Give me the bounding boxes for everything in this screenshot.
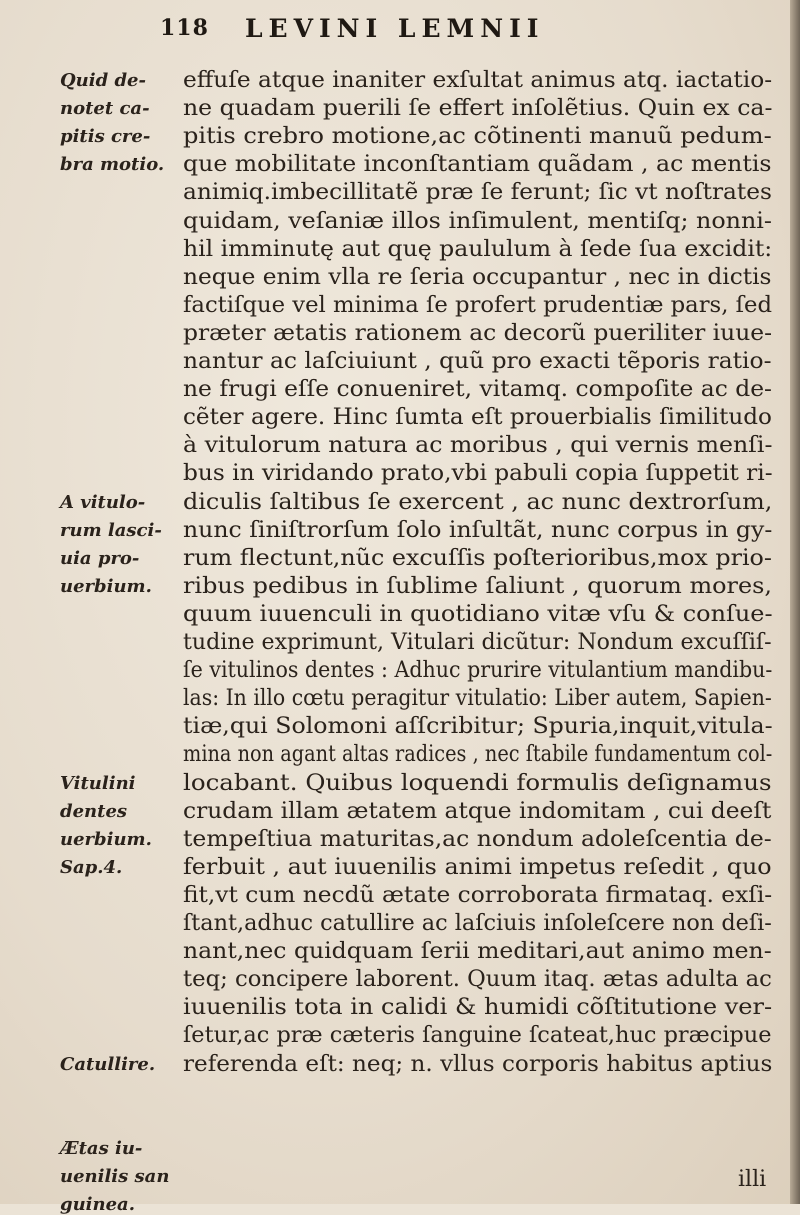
text-line: locabant. Quibus loquendi formulis deſignamus (183, 770, 772, 796)
text-line: fit,vt cum necdũ ætate corroborata firmataq. exſi- (183, 882, 773, 908)
text-line: crudam illam ætatem atque indomitam , cui deeſt (183, 798, 772, 824)
text-line: cẽter agere. Hinc ſumta eſt prouerbialis ſimilitudo (183, 405, 772, 431)
margin-note: notet ca- (60, 98, 150, 120)
margin-note: Catullire. (60, 1053, 156, 1075)
margin-note: uerbium. (60, 575, 152, 597)
margin-note: guinea. (60, 1194, 135, 1215)
margin-note: Quid de- (60, 70, 146, 91)
text-line: rum flectunt,nũc excuſſis poſterioribus,mox prio- (183, 545, 772, 571)
page-edge (790, 0, 800, 1204)
text-line: tiæ,qui Solomoni aſſcribitur; Spuria,inquit,vitula- (183, 714, 773, 740)
text-line: præter ætatis rationem ac decorũ pueriliter iuue- (183, 320, 773, 346)
text-line: tudine exprimunt, Vitulari dicũtur: Nondum excuſſiſ- (183, 630, 772, 655)
text-line: animiq.imbecillitatẽ præ ſe ferunt; ſic vt noſtrates (183, 180, 772, 206)
text-line: nant,nec quidquam ſerii meditari,aut animo men- (183, 939, 772, 965)
margin-note: uenilis san (60, 1165, 170, 1187)
running-header (160, 10, 680, 46)
text-line: las: In illo cœtu peragitur vitulatio: Liber autem, Sapien- (183, 686, 772, 712)
text-line: teq; concipere laborent. Quum itaq. ætas adulta ac (183, 967, 772, 993)
margin-note: Sap.4. (60, 856, 123, 878)
text-line: tempeſtiua maturitas,ac nondum adoleſcentia de- (183, 826, 772, 852)
text-line: ſtant,adhuc catullire ac laſciuis inſoleſcere non deſi- (183, 911, 772, 936)
text-line: quidam, veſaniæ illos inſimulent, mentiſq; nonni- (183, 208, 772, 234)
margin-note: bra motio. (60, 154, 165, 176)
text-line: bus in viridando prato,vbi pabuli copia ſuppetit ri- (183, 461, 773, 487)
text-line: nantur ac laſciuiunt , quũ pro exacti tẽporis ratio- (183, 349, 772, 374)
margin-note: pitis cre- (60, 126, 151, 148)
text-line: que mobilitate inconſtantiam quãdam , ac mentis (183, 152, 772, 178)
margin-note: uerbium. (60, 828, 152, 850)
margin-note: dentes (60, 800, 128, 822)
text-line: diculis ſaltibus ſe exercent , ac nunc dextrorſum, (183, 489, 773, 515)
text-line: iuuenilis tota in calidi & humidi cõſtitutione ver- (183, 995, 773, 1021)
text-line: pitis crebro motione,ac cõtinenti manuũ pedum- (183, 124, 772, 150)
text-line: ne frugi eſſe conueniret, vitamq. compoſite ac de- (183, 377, 772, 403)
text-line: ribus pedibus in ſublime ſaliunt , quorum mores, (183, 573, 772, 599)
text-line: hil imminutę aut quę paululum à ſede ſua excidit: (183, 236, 773, 262)
text-line: à vitulorum natura ac moribus , qui vernis menſi- (183, 433, 773, 459)
text-line: ſe vitulinos dentes : Adhuc prurire vitulantium mandibu- (183, 658, 773, 684)
margin-note: Ætas iu- (60, 1137, 143, 1159)
text-line: ſetur,ac præ cæteris ſanguine ſcateat,huc præcipue (183, 1023, 772, 1049)
margin-note: A vitulo- (60, 491, 146, 513)
text-line: nunc ſiniſtrorſum ſolo inſultãt, nunc corpus in gy- (183, 517, 773, 543)
text-line: effuſe atque inaniter exſultat animus atq. iactatio- (183, 68, 773, 93)
text-line: factiſque vel minima ſe profert prudentiæ pars, ſed (183, 292, 773, 318)
margin-note: uia pro- (60, 547, 140, 569)
catchword: illi (738, 1167, 767, 1192)
margin-note: Vitulini (60, 772, 136, 794)
margin-note: rum lasci- (60, 519, 162, 541)
text-line: ferbuit , aut iuuenilis animi impetus reſedit , quo (183, 854, 772, 880)
text-line: mina non agant altas radices , nec ſtabile fundamentum col- (183, 742, 773, 768)
text-line: ne quadam puerili ſe effert inſolẽtius. Quin ex ca- (183, 96, 773, 122)
text-line: referenda eſt: neq; n. vllus corporis habitus aptius (183, 1051, 773, 1077)
text-line: quum iuuenculi in quotidiano vitæ vſu & conſue- (183, 601, 773, 627)
text-line: neque enim vlla re ſeria occupantur , nec in dictis (183, 264, 772, 290)
page-number: 118 (160, 15, 209, 41)
running-title: LEVINI LEMNII (244, 13, 545, 43)
